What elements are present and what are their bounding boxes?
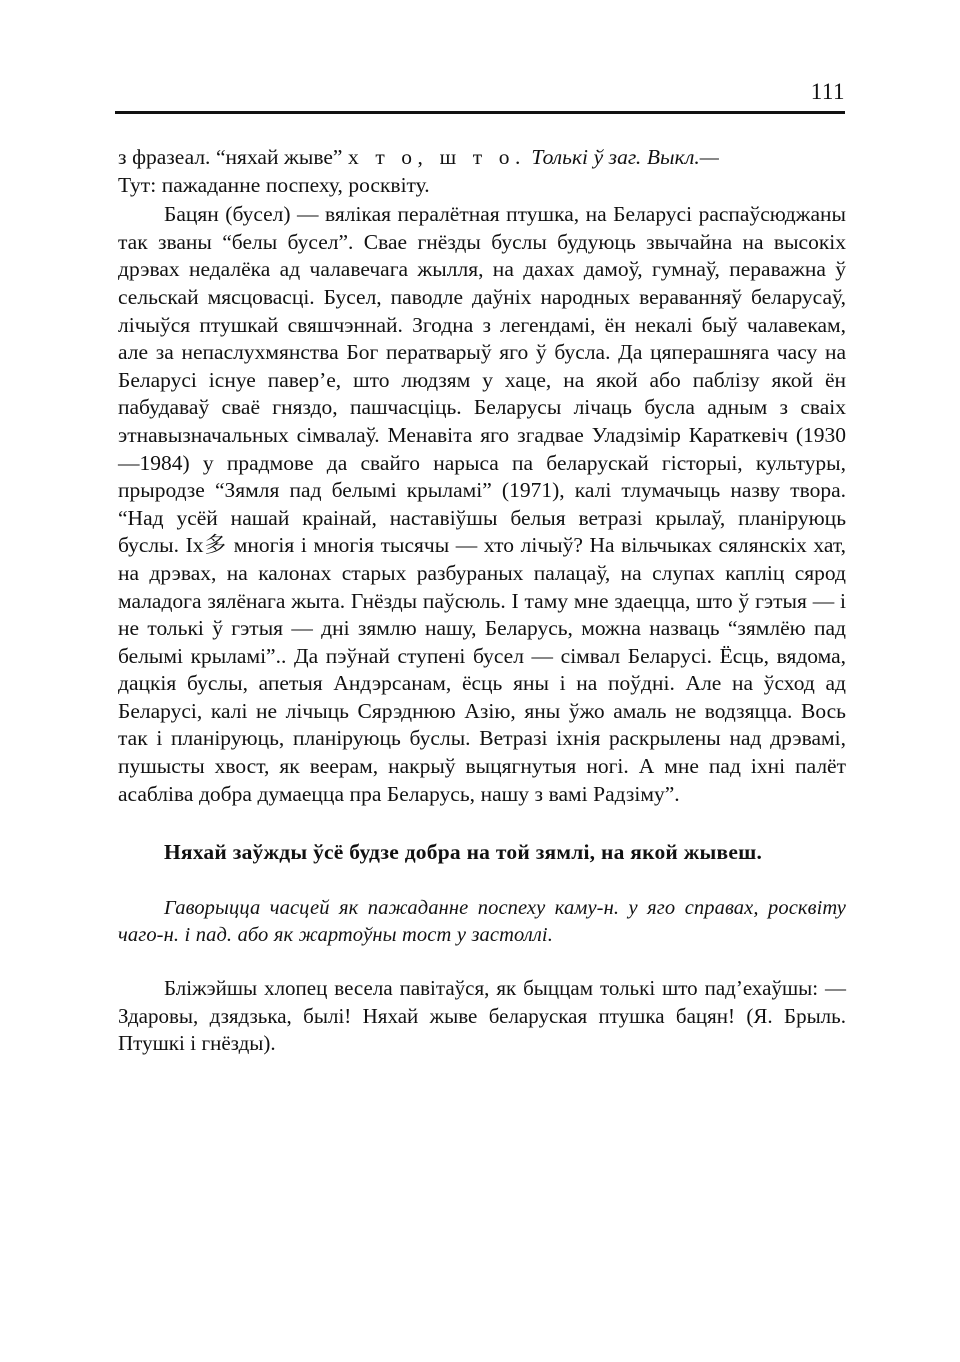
spacer-before-citation xyxy=(118,949,846,975)
spacer-before-bold-entry xyxy=(118,808,846,838)
entry-tail-lead: з фразеал. “няхай жыве” xyxy=(118,145,349,169)
entry-tail-spaced-shto: ш т о. xyxy=(439,145,526,169)
text-column xyxy=(118,144,846,1057)
main-body-paragraph: Бацян (бусел) — вялікая пералётная птушка, на Беларусі распаўсюджаны так званы “белы бусел”. Свае гнёзды буслы будуюць звычайна на высокіх дрэвах недалёка ад чалавечага жылля, на дахах дамоў, гумнаў, пераважна ў сельскай мясцовасці. Бусел, паводле даўніх народных вераванняў беларусаў, лічыўся птушкай свяшчэннай. Згодна з легендамі, ён некалі быў чалавекам, але за непаслухмянства Бог ператварыў яго ў бусла. Да цяперашняга часу на Беларусі існуе паверʼе, што людзям у хаце, на якой або паблізу якой ён пабудаваў сваё гняздо, пашчасціць. Беларусы лічаць бусла адным з сваіх этнавызначальных сімвалаў. Менавіта яго згадвае Уладзімір Караткевіч (1930—1984) у прадмове да свайго нарыса па беларускай гісторыі, культуры, прыродзе “Зямля пад белымі крыламі” (1971), калі тлумачыць назву твора. “Над усёй нашай краінай, наставіўшы белыя ветразі крылаў, планіруюць буслы. Іх多 многія і многія тысячы — хто лічыў? На вільчыках сялянскіх хат, на дрэвах, на калонах старых разбураных палацаў, на слупах капліц сярод маладога зялёнага жыта. Гнёзды паўсюль. І таму мне здаецца, што ў гэтыя — і не толькі ў гэтыя — дні зямлю нашу, Беларусь, можна назваць “зямлёю пад белымі крыламі”.. Да пэўнай ступені бусел — сімвал Беларусі. Ёсць, вядома, дацкія буслы, апетыя Андэрсанам, ёсць яны і на поўдні. Але на ўсход ад Беларусі, калі не лічыць Сярэднюю Азію, яны ўжо амаль не водзяцца. Вось так і планіруюць, планіруюць буслы. Ветразі іхнія раскрылены над дрэвамі, пушысты хвост, як веерам, накрыў выцягнутыя ногі. А мне пад іхні палёт асабліва добра думаецца пра Беларусь, нашу з вамі Радзіму”. xyxy=(118,202,846,806)
entry-tail-continuation: Тут: пажаданне поспеху, росквіту. xyxy=(118,172,430,197)
definition-paragraph: Гаворыцца часцей як пажаданне поспеху каму-н. у яго справах, росквіту чаго-н. і пад. або як жартоўны тост у застоллі. xyxy=(118,897,846,947)
page-header xyxy=(115,78,845,114)
header-rule xyxy=(115,111,845,114)
bold-headword-entry: Няхай заўжды ўсё будзе добра на той зямлі, на якой жывеш. xyxy=(164,840,763,865)
entry-tail-gap xyxy=(428,145,439,169)
citation-paragraph: Бліжэйшы хлопец весела павітаўся, як быццам толькі што падʼехаўшы: — Здаровы, дзядзька, былі! Няхай жыве беларуская птушка бацян! (Я. Брыль. Птушкі і гнёзды). xyxy=(118,976,846,1056)
spacer-before-definition xyxy=(118,867,846,895)
entry-tail-spaced-xto: х т о, xyxy=(348,145,429,169)
entry-tail-paragraph xyxy=(118,144,846,199)
entry-tail-grammar-note: Толькі ў заг. Выкл.— xyxy=(525,145,719,169)
page-number: 111 xyxy=(810,79,845,104)
